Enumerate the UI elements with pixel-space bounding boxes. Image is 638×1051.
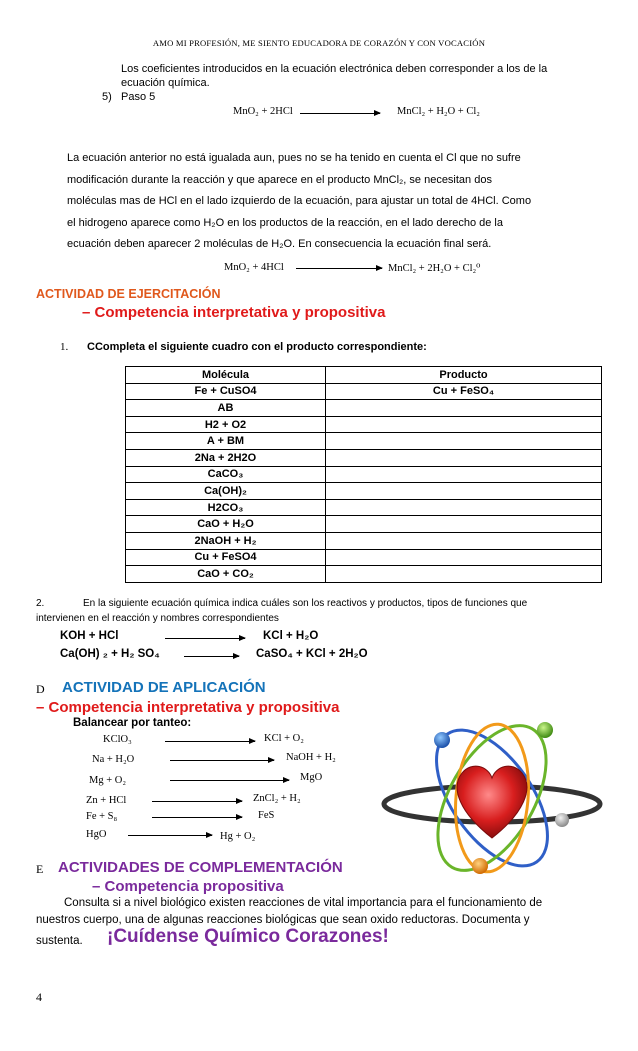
ejercitacion-subtitle: – Competencia interpretativa y propositiva [82, 304, 386, 321]
eqB-arrow [184, 656, 239, 657]
reaction-5-reactants: Fe + S₈ [86, 811, 118, 822]
product-cell[interactable] [326, 433, 602, 450]
item2-line-2: intervienen en el reacción y nombres correspondientes [36, 613, 279, 624]
atom-heart-illustration [380, 718, 605, 878]
item2-number: 2. [36, 598, 45, 609]
reaction-5-arrow [152, 817, 242, 818]
product-cell[interactable] [326, 449, 602, 466]
table-row [126, 466, 602, 483]
table-row [126, 416, 602, 433]
explanation-line-1: La ecuación anterior no está igualada aun, pues no se ha tenido en cuenta el Cl que no sufre [67, 152, 521, 164]
molecule-cell: 2NaOH + H₂ [126, 532, 326, 549]
eqB-reactants: Ca(OH) ₂ + H₂ SO₄ [60, 648, 160, 660]
molecule-cell: 2Na + 2H2O [126, 449, 326, 466]
product-cell[interactable] [326, 400, 602, 417]
product-cell[interactable] [326, 549, 602, 566]
table-row [126, 433, 602, 450]
product-cell[interactable]: Cu + FeSO₄ [326, 383, 602, 400]
reaction-2-reactants: Na + H₂O [92, 754, 135, 765]
header-producto: Producto [326, 367, 602, 384]
heart-icon [457, 766, 527, 838]
molecule-cell: H2CO₃ [126, 499, 326, 516]
molecule-table [125, 366, 602, 583]
explanation-line-3: moléculas mas de HCl en el lado izquierdo de la ecuación, para ajustar un total de 4HCl. Como [67, 195, 532, 207]
explanation-line-2: modificación durante la reacción y que aparece en el producto MnCl₂, se necesitan dos [67, 174, 492, 186]
reaction-3-products: MgO [300, 772, 323, 783]
explanation-line-5: ecuación deben aparecer 2 moléculas de H₂O. En consecuencia la ecuación final será. [67, 238, 492, 250]
molecule-cell: CaO + CO₂ [126, 566, 326, 583]
reaction-6-reactants: HgO [86, 829, 107, 840]
eqA-products: KCl + H₂O [263, 630, 319, 642]
reaction-2-arrow [170, 760, 274, 761]
product-cell[interactable] [326, 516, 602, 533]
reaction-4-reactants: Zn + HCl [86, 795, 127, 806]
electron-silver-icon [555, 813, 569, 827]
step-number: 5) [102, 91, 112, 103]
eqA-arrow [165, 638, 245, 639]
explanation-line-4: el hidrogeno aparece como H₂O en los productos de la reacción, en el lado derecho de la [67, 217, 503, 229]
reaction-4-arrow [152, 801, 242, 802]
reaction-6-arrow [128, 835, 212, 836]
aplicacion-subtitle: – Competencia interpretativa y propositiva [36, 699, 340, 716]
complementacion-letter: E [36, 862, 44, 876]
balance-instruction: Balancear por tanteo: [73, 717, 192, 729]
product-cell[interactable] [326, 566, 602, 583]
molecule-cell: CaO + H₂O [126, 516, 326, 533]
molecule-cell: A + BM [126, 433, 326, 450]
item1-number: 1. [60, 341, 69, 353]
reaction-3-arrow [170, 780, 289, 781]
molecule-cell: AB [126, 400, 326, 417]
electron-orange-icon [472, 858, 488, 874]
eq5-products: MnCl₂ + H₂O + Cl₂ [397, 106, 480, 117]
eqA-reactants: KOH + HCl [60, 630, 119, 642]
electron-green-icon [537, 722, 553, 738]
electron-blue-icon [434, 732, 450, 748]
table-row [126, 516, 602, 533]
slogan: ¡Cuídense Químico Corazones! [107, 926, 389, 947]
eqB-products: CaSO₄ + KCl + 2H₂O [256, 648, 368, 660]
complementacion-subtitle: – Competencia propositiva [92, 878, 284, 895]
molecule-cell: Ca(OH)₂ [126, 483, 326, 500]
reaction-5-products: FeS [258, 810, 275, 821]
aplicacion-letter: D [36, 682, 45, 696]
reaction-6-products: Hg + O₂ [220, 831, 256, 842]
molecule-cell: Fe + CuSO4 [126, 383, 326, 400]
table-row [126, 383, 602, 400]
complementacion-line-2: nuestros cuerpo, una de algunas reacciones biológicas que sean oxido reductoras. Documenta y [36, 914, 530, 926]
reaction-4-products: ZnCl₂ + H₂ [253, 793, 301, 804]
final-eq-arrow [296, 268, 382, 269]
molecule-cell: Cu + FeSO4 [126, 549, 326, 566]
eq5-arrow [300, 113, 380, 114]
reaction-1-products: KCl + O₂ [264, 733, 304, 744]
table-row [126, 532, 602, 549]
table-row [126, 499, 602, 516]
product-cell[interactable] [326, 532, 602, 549]
step-label: Paso 5 [121, 91, 156, 103]
complementacion-title: ACTIVIDADES DE COMPLEMENTACIÓN [58, 859, 343, 876]
eq5-reactants: MnO₂ + 2HCl [233, 106, 293, 117]
final-eq-products: MnCl₂ + 2H₂O + Cl₂⁰ [388, 263, 481, 274]
reaction-2-products: NaOH + H₂ [286, 752, 336, 763]
header-molecula: Molécula [126, 367, 326, 384]
table-row [126, 449, 602, 466]
table-row [126, 566, 602, 583]
reaction-1-arrow [165, 741, 255, 742]
table-header-row [126, 367, 602, 384]
ejercitacion-title: ACTIVIDAD DE EJERCITACIÓN [36, 287, 221, 301]
complementacion-line-3: sustenta. [36, 935, 83, 947]
molecule-cell: CaCO₃ [126, 466, 326, 483]
coef-line-1: Los coeficientes introducidos en la ecuación electrónica deben corresponder a los de la [121, 63, 548, 75]
aplicacion-title: ACTIVIDAD DE APLICACIÓN [62, 679, 266, 696]
final-eq-reactants: MnO₂ + 4HCl [224, 262, 284, 273]
reaction-3-reactants: Mg + O₂ [89, 775, 127, 786]
product-cell[interactable] [326, 499, 602, 516]
page-number: 4 [36, 990, 42, 1004]
item2-line-1: En la siguiente ecuación química indica cuáles son los reactivos y productos, tipos de funciones que [83, 598, 528, 609]
complementacion-line-1: Consulta si a nivel biológico existen reacciones de vital importancia para el funcionamiento de [64, 897, 543, 909]
product-cell[interactable] [326, 483, 602, 500]
item1-instruction: CCompleta el siguiente cuadro con el producto correspondiente: [87, 341, 427, 353]
page-header: AMO MI PROFESIÓN, ME SIENTO EDUCADORA DE CORAZÓN Y CON VOCACIÓN [152, 38, 486, 48]
molecule-cell: H2 + O2 [126, 416, 326, 433]
coef-line-2: ecuación química. [121, 77, 210, 89]
table-row [126, 549, 602, 566]
table-row [126, 400, 602, 417]
product-cell[interactable] [326, 416, 602, 433]
reaction-1-reactants: KClO₃ [103, 734, 132, 745]
table-row [126, 483, 602, 500]
product-cell[interactable] [326, 466, 602, 483]
